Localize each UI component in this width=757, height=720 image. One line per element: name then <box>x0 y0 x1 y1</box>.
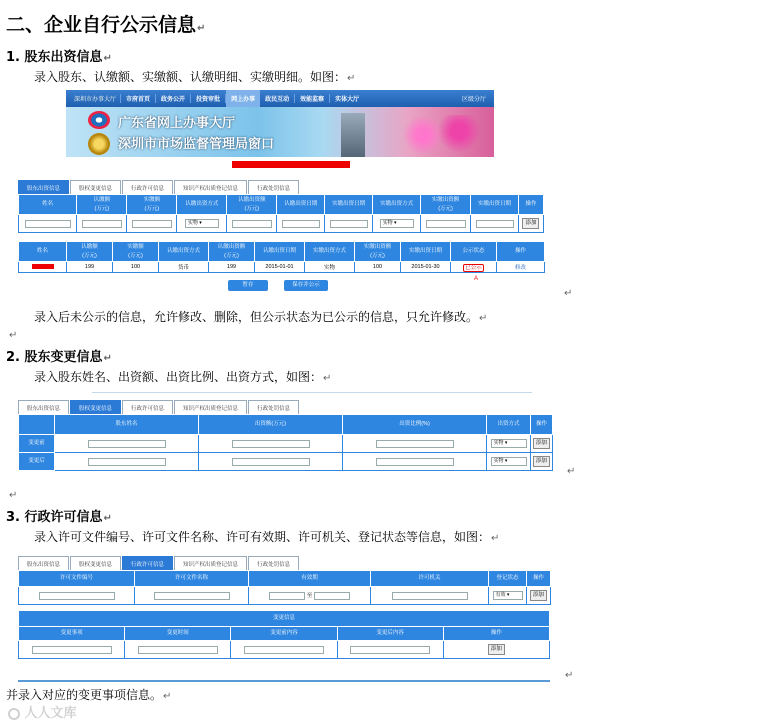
paid-contribution-input[interactable] <box>426 220 466 228</box>
paid-date-input-2[interactable] <box>476 220 514 228</box>
shareholder-contribution-panel <box>18 180 544 282</box>
table-row <box>19 435 553 453</box>
portal-nav-item[interactable]: 政民互动 <box>260 94 295 103</box>
portal-nav-item[interactable]: 实体大厅 <box>335 97 360 103</box>
col-header: 实缴出资额 (万元) <box>355 242 401 262</box>
add-button[interactable]: 添加 <box>522 218 539 229</box>
col-header: 操作 <box>518 195 543 215</box>
cell: 100 <box>355 262 401 273</box>
divider <box>18 680 550 682</box>
col-header: 实缴出资日期 <box>401 242 451 262</box>
change-item-input[interactable] <box>32 646 112 654</box>
contribution-ratio-input[interactable] <box>376 440 454 448</box>
col-header: 认缴出资额 (万元) <box>227 195 277 215</box>
section-1-heading: 1. 股东出资信息↵ <box>6 50 112 65</box>
tab-admin-license[interactable]: 行政许可信息 <box>122 556 173 570</box>
col-header: 姓名 <box>19 195 77 215</box>
admin-license-panel <box>18 556 550 659</box>
section-3-heading: 3. 行政许可信息↵ <box>6 510 112 525</box>
col-header: 实缴出资日期 <box>471 195 519 215</box>
before-content-input[interactable] <box>244 646 324 654</box>
table-row <box>19 453 553 471</box>
col-header: 有效期 <box>249 571 371 587</box>
section-1-note: 录入后未公示的信息，允许修改、删除，但公示状态为已公示的信息，只允许修改。↵ <box>34 310 488 324</box>
col-header: 变更后内容 <box>337 627 443 641</box>
tab-ip-pledge[interactable]: 知识产权出质登记信息 <box>174 180 247 194</box>
change-info-title: 变更信息 <box>19 611 550 627</box>
cell: 199 <box>209 262 255 273</box>
shareholder-name-input[interactable] <box>88 458 166 466</box>
main-heading: 二、企业自行公示信息↵ <box>6 14 206 36</box>
contribution-input-table <box>18 194 544 233</box>
tab-equity-change[interactable]: 股权变更信息 <box>70 180 121 194</box>
col-header: 实缴额 (万元) <box>113 242 159 262</box>
divider <box>92 392 532 393</box>
redaction-bar <box>232 161 350 168</box>
tab-bar <box>18 180 544 194</box>
watermark: 人人文库 <box>8 702 77 720</box>
portal-nav-item[interactable]: 政务公开 <box>156 94 191 103</box>
tab-admin-license[interactable]: 行政许可信息 <box>122 400 173 414</box>
section-2-intro: 录入股东姓名、出资额、出资比例、出资方式，如图：↵ <box>34 370 332 384</box>
row-label: 变更后 <box>19 453 55 471</box>
col-header: 许可机关 <box>371 571 489 587</box>
subscribed-amount-input[interactable] <box>82 220 122 228</box>
portal-nav-item[interactable]: 效能监察 <box>295 94 330 103</box>
col-header: 实缴出资方式 <box>305 242 355 262</box>
tab-bar <box>18 400 552 414</box>
license-authority-input[interactable] <box>392 592 468 600</box>
shareholder-name-input[interactable] <box>88 440 166 448</box>
col-header: 出资方式 <box>487 415 531 435</box>
cell: 2015-01-30 <box>401 262 451 273</box>
paragraph-mark: ↵ <box>9 490 18 501</box>
col-header: 认缴出资日期 <box>255 242 305 262</box>
col-header: 认缴额 (万元) <box>67 242 113 262</box>
license-name-input[interactable] <box>154 592 230 600</box>
col-header: 认缴出资方式 <box>177 195 227 215</box>
col-header: 认缴出资额 (万元) <box>209 242 255 262</box>
change-time-input[interactable] <box>138 646 218 654</box>
col-header: 操作 <box>531 415 553 435</box>
edit-link[interactable]: 修改 <box>514 265 526 271</box>
save-draft-button[interactable]: 暂存 <box>228 280 268 291</box>
registration-status-select[interactable]: 有效 ▾ <box>493 591 523 600</box>
col-header: 认缴出资日期 <box>277 195 325 215</box>
portal-nav-item[interactable]: 投资审批 <box>191 94 226 103</box>
portal-nav-bar <box>66 90 494 107</box>
tab-bar <box>18 556 550 570</box>
add-button[interactable]: 添加 <box>530 590 547 601</box>
contribution-method-select[interactable]: 实物 ▾ <box>491 439 527 448</box>
tab-equity-change[interactable]: 股权变更信息 <box>70 400 121 414</box>
tab-admin-penalty[interactable]: 行政处罚信息 <box>248 400 299 414</box>
add-button[interactable]: 添加 <box>488 644 505 655</box>
portal-banner <box>66 107 494 157</box>
tab-shareholder-contribution[interactable]: 股东出资信息 <box>18 556 69 570</box>
paragraph-mark: ↵ <box>9 330 18 341</box>
save-and-publish-button[interactable]: 保存并公示 <box>284 280 328 291</box>
contribution-list-table <box>18 241 545 273</box>
tab-ip-pledge[interactable]: 知识产权出质登记信息 <box>174 400 247 414</box>
valid-to-input[interactable] <box>314 592 350 600</box>
flower-graphic <box>396 115 486 155</box>
col-header: 许可文件名称 <box>135 571 249 587</box>
col-header: 认缴出资方式 <box>159 242 209 262</box>
portal-nav-item[interactable]: 深圳市办事大厅 <box>66 94 121 103</box>
paid-method-select[interactable]: 实物 ▾ <box>380 219 414 228</box>
cell: 100 <box>113 262 159 273</box>
tab-equity-change[interactable]: 股权变更信息 <box>70 556 121 570</box>
cell: 实物 <box>305 262 355 273</box>
col-header: 实缴出资方式 <box>373 195 421 215</box>
add-button[interactable]: 添加 <box>533 438 550 449</box>
after-content-input[interactable] <box>350 646 430 654</box>
tab-admin-penalty[interactable]: 行政处罚信息 <box>248 180 299 194</box>
col-header: 实缴出资额 (万元) <box>421 195 471 215</box>
change-info-table <box>18 610 550 659</box>
col-header: 出资额(万元) <box>199 415 343 435</box>
col-header: 变更前内容 <box>231 627 337 641</box>
paid-date-input[interactable] <box>330 220 368 228</box>
tab-admin-penalty[interactable]: 行政处罚信息 <box>248 556 299 570</box>
section-3-intro: 录入许可文件编号、许可文件名称、许可有效期、许可机关、登记状态等信息，如图：↵ <box>34 530 500 544</box>
col-header: 变更时间 <box>125 627 231 641</box>
city-emblem-icon <box>88 133 110 155</box>
section-1-intro: 录入股东、认缴额、实缴额、认缴明细、实缴明细。如图：↵ <box>34 70 356 84</box>
row-label: 变更前 <box>19 435 55 453</box>
portal-screenshot <box>66 90 494 176</box>
col-header: 认缴额 (万元) <box>77 195 127 215</box>
col-header: 许可文件编号 <box>19 571 135 587</box>
col-header: 姓名 <box>19 242 67 262</box>
col-header: 操作 <box>497 242 545 262</box>
watermark-logo-icon <box>8 708 20 720</box>
name-input[interactable] <box>25 220 71 228</box>
equity-change-table <box>18 414 553 471</box>
paragraph-mark: ↵ <box>567 466 576 477</box>
cell: 2015-01-01 <box>255 262 305 273</box>
col-header: 出资比例(%) <box>343 415 487 435</box>
table-row <box>19 641 550 659</box>
status-badge: 已公示 <box>465 265 482 271</box>
contribution-method-select[interactable]: 实物 ▾ <box>491 457 527 466</box>
table-row <box>19 262 545 273</box>
portal-nav-item-active[interactable]: 网上办事 <box>226 90 260 107</box>
closing-text: 并录入对应的变更事项信息。↵ <box>6 688 172 702</box>
col-header: 公示状态 <box>451 242 497 262</box>
tab-ip-pledge[interactable]: 知识产权出质登记信息 <box>174 556 247 570</box>
redacted-name <box>32 264 54 269</box>
subscribed-method-select[interactable]: 实物 ▾ <box>185 219 219 228</box>
tab-admin-license[interactable]: 行政许可信息 <box>122 180 173 194</box>
license-table <box>18 570 551 605</box>
paragraph-mark: ↵ <box>564 288 573 299</box>
province-emblem-icon <box>88 111 110 129</box>
contribution-amount-input[interactable] <box>232 458 310 466</box>
license-number-input[interactable] <box>39 592 115 600</box>
paid-amount-input[interactable] <box>132 220 172 228</box>
col-header: 股东姓名 <box>55 415 199 435</box>
equity-change-panel <box>18 400 552 471</box>
contribution-ratio-input[interactable] <box>376 458 454 466</box>
subscribed-date-input[interactable] <box>282 220 320 228</box>
row-header-blank <box>19 415 55 435</box>
col-header: 操作 <box>527 571 551 587</box>
table-row <box>19 587 551 605</box>
to-label: 至 <box>306 593 313 600</box>
building-graphic <box>341 113 365 157</box>
col-header: 实缴额 (万元) <box>127 195 177 215</box>
banner-title-1: 广东省网上办事大厅 <box>118 115 236 130</box>
portal-nav-item[interactable]: 区级分厅 <box>461 97 486 103</box>
add-button[interactable]: 添加 <box>533 456 550 467</box>
contribution-amount-input[interactable] <box>232 440 310 448</box>
cell: 199 <box>67 262 113 273</box>
banner-title-2: 深圳市市场监督管理局窗口 <box>118 136 275 151</box>
paragraph-mark: ↵ <box>565 670 574 681</box>
marker-label: A <box>474 276 479 282</box>
tab-shareholder-contribution[interactable]: 股东出资信息 <box>18 180 69 194</box>
col-header: 实缴出资日期 <box>325 195 373 215</box>
col-header: 登记状态 <box>489 571 527 587</box>
section-2-heading: 2. 股东变更信息↵ <box>6 350 112 365</box>
subscribed-contribution-input[interactable] <box>232 220 272 228</box>
portal-nav-item[interactable]: 市府首页 <box>121 94 156 103</box>
col-header: 变更事项 <box>19 627 125 641</box>
cell: 货币 <box>159 262 209 273</box>
valid-from-input[interactable] <box>269 592 305 600</box>
col-header: 操作 <box>443 627 549 641</box>
tab-shareholder-contribution[interactable]: 股东出资信息 <box>18 400 69 414</box>
